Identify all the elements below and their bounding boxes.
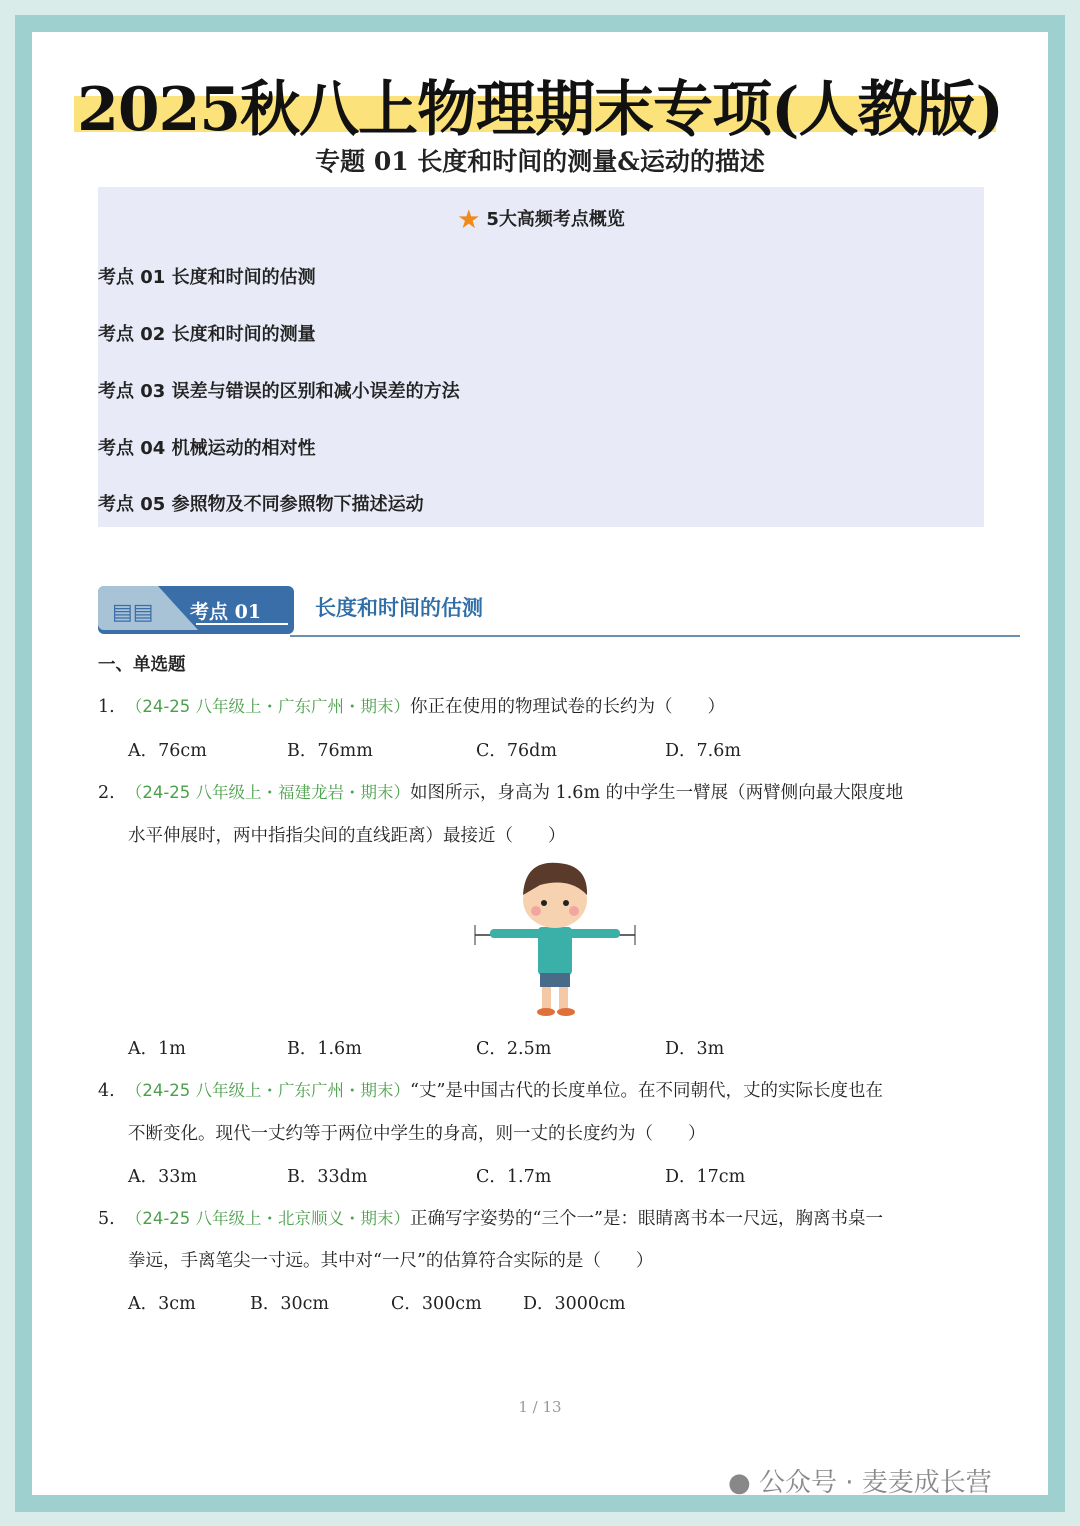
option: A．33m bbox=[128, 1167, 198, 1187]
overview-item: 考点 05 参照物及不同参照物下描述运动 bbox=[98, 494, 424, 515]
watermark: ● 公众号 · 麦麦成长营 bbox=[728, 1468, 992, 1498]
star-icon: ★ bbox=[457, 205, 481, 235]
option: C．1.7m bbox=[476, 1167, 552, 1187]
option: C．76dm bbox=[476, 741, 557, 761]
option: D．3000cm bbox=[523, 1294, 626, 1314]
overview-item: 考点 01 长度和时间的估测 bbox=[98, 267, 316, 288]
question-2: 2. （24-25 八年级上・福建龙岩・期末）如图所示，身高为 1.6m 的中学生一臂展（两臂侧向最大限度地 bbox=[98, 783, 904, 803]
option: D．3m bbox=[665, 1039, 725, 1059]
doc-title: 2025秋八上物理期末专项(人教版) bbox=[77, 75, 1003, 145]
option: C．300cm bbox=[391, 1294, 482, 1314]
option: A．1m bbox=[128, 1039, 186, 1059]
question-type: 一、单选题 bbox=[98, 655, 186, 675]
question-2-line2: 水平伸展时，两中指指尖间的直线距离）最接近（ ） bbox=[128, 826, 566, 846]
option: A．3cm bbox=[128, 1294, 196, 1314]
option: B．30cm bbox=[250, 1294, 330, 1314]
overview-heading bbox=[98, 205, 984, 235]
option: C．2.5m bbox=[476, 1039, 552, 1059]
question-4-line2: 不断变化。现代一丈约等于两位中学生的身高，则一丈的长度约为（ ） bbox=[128, 1124, 706, 1144]
overview-item: 考点 02 长度和时间的测量 bbox=[98, 324, 316, 345]
overview-item: 考点 04 机械运动的相对性 bbox=[98, 438, 316, 459]
option: B．1.6m bbox=[287, 1039, 362, 1059]
option: B．33dm bbox=[287, 1167, 368, 1187]
overview-item: 考点 03 误差与错误的区别和减小误差的方法 bbox=[98, 381, 460, 402]
overview-box bbox=[98, 187, 984, 527]
doc-subtitle: 专题 01 长度和时间的测量&运动的描述 bbox=[315, 147, 765, 176]
section-title: 长度和时间的估测 bbox=[315, 595, 483, 620]
question-4: 4. （24-25 八年级上・广东广州・期末）“丈”是中国古代的长度单位。在不同朝代，丈的实际长度也在 bbox=[98, 1081, 883, 1101]
section-rule bbox=[290, 635, 1020, 637]
overview-heading-text: 5大高频考点概览 bbox=[486, 209, 625, 230]
option: A．76cm bbox=[128, 741, 207, 761]
page-number: 1 / 13 bbox=[518, 1398, 562, 1416]
section-tab-label: 考点 01 bbox=[190, 601, 262, 623]
option: B．76mm bbox=[287, 741, 373, 761]
student-arm-span-figure bbox=[470, 855, 640, 1020]
option: D．17cm bbox=[665, 1167, 746, 1187]
tab-underline bbox=[196, 623, 288, 625]
option: D．7.6m bbox=[665, 741, 741, 761]
question-1: 1. （24-25 八年级上・广东广州・期末）你正在使用的物理试卷的长约为（ ） bbox=[98, 697, 726, 717]
book-icon: ▤▤ bbox=[112, 600, 154, 625]
wechat-icon: ● bbox=[728, 1468, 751, 1498]
question-5: 5. （24-25 八年级上・北京顺义・期末）正确写字姿势的“三个一”是：眼睛离书本一尺远，胸离书桌一 bbox=[98, 1209, 883, 1229]
question-5-line2: 拳远，手离笔尖一寸远。其中对“一尺”的估算符合实际的是（ ） bbox=[128, 1251, 654, 1271]
